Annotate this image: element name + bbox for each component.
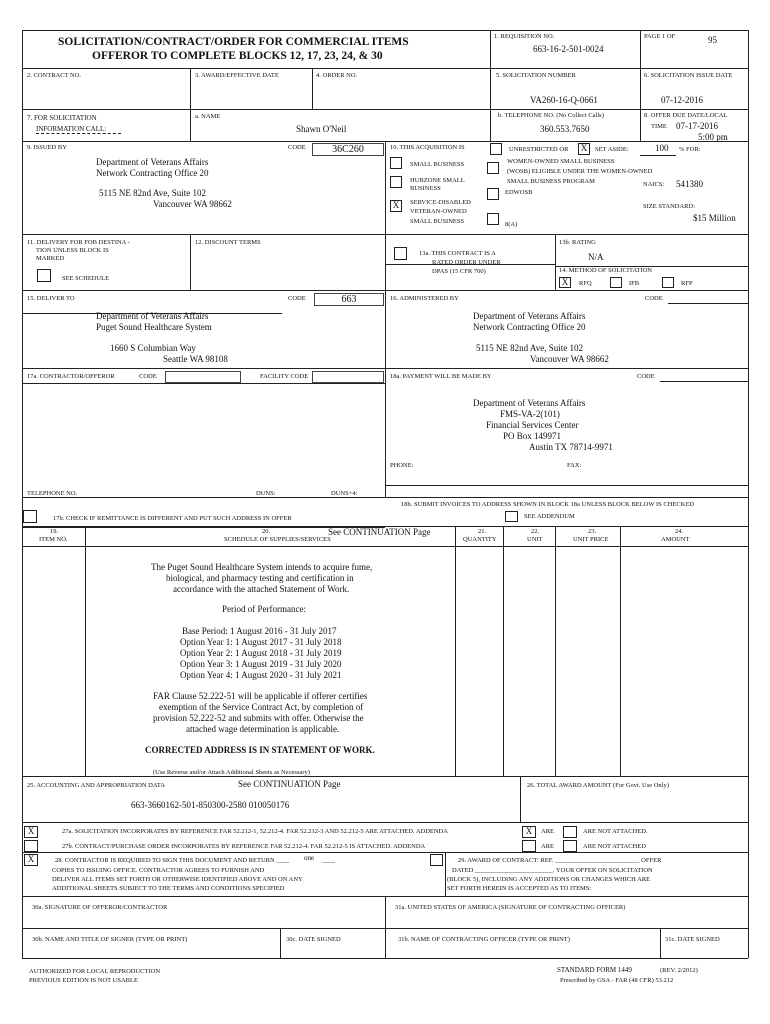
deliver-to-line-2: Puget Sound Healthcare System <box>96 322 212 332</box>
set-aside-percent[interactable]: 100 <box>655 143 669 153</box>
clause-29-line-3: (BLOCK 5), INCLUDING ANY ADDITIONS OR CHANGES WHICH ARE <box>447 876 651 883</box>
set-aside-checkbox[interactable]: X <box>578 143 590 155</box>
deliver-to-address-1: 1660 S Columbian Way <box>110 343 196 353</box>
reverse-note: (Use Reverse and/or Attach Additional Sheets as Necessary) <box>153 769 310 776</box>
see-addendum-checkbox[interactable] <box>505 511 518 522</box>
facility-code-label: FACILITY CODE <box>260 373 309 380</box>
unit-price-header: UNIT PRICE <box>573 536 609 543</box>
are-not-label-2: ARE NOT ATTACHED <box>583 843 646 850</box>
payment-label: 18a. PAYMENT WILL BE MADE BY <box>390 373 492 380</box>
rated-order-checkbox[interactable] <box>394 247 407 260</box>
period-base: Base Period: 1 August 2016 - 31 July 2017 <box>182 626 337 636</box>
time-label: TIME <box>651 123 667 130</box>
issue-date-value[interactable]: 07-12-2016 <box>661 95 703 105</box>
hubzone-checkbox[interactable] <box>390 176 402 188</box>
payment-code-label: CODE <box>637 373 655 380</box>
solicitation-info-label: 7. FOR SOLICITATION <box>27 114 97 122</box>
clause-28-line-4: ADDITIONAL SHEETS SUBJECT TO THE TERMS AND CONDITIONS SPECIFIED <box>52 885 285 892</box>
page-total: 95 <box>708 35 717 45</box>
payment-phone-label: PHONE: <box>390 462 414 469</box>
rating-value[interactable]: N/A <box>588 252 604 262</box>
issued-by-code-label: CODE <box>288 144 306 151</box>
remittance-label: 17b. CHECK IF REMITTANCE IS DIFFERENT AND PUT SUCH ADDRESS IN OFFER <box>53 515 292 522</box>
set-aside-label: SET ASIDE: <box>595 146 629 153</box>
wosb-label-1: WOMEN-OWNED SMALL BUSINESS <box>507 158 615 165</box>
amount-header-num: 24. <box>675 528 684 535</box>
officer-date-label: 31c. DATE SIGNED <box>665 936 720 943</box>
are-not-attached-checkbox-2[interactable] <box>563 840 577 852</box>
clause-27b-text: 27b. CONTRACT/PURCHASE ORDER INCORPORATES BY REFERENCE FAR 52.212-4. FAR 52.212-5 IS ATTACHED. ADDENDA <box>62 843 426 850</box>
sdvosb-label-1: SERVICE-DISABLED <box>410 199 471 206</box>
telephone-value[interactable]: 360.553.7650 <box>540 124 590 134</box>
administered-by-address-1: 5115 NE 82nd Ave, Suite 102 <box>476 343 583 353</box>
clause-28-checkbox[interactable]: X <box>24 854 38 866</box>
description-line-3: accordance with the attached Statement of Work. <box>173 584 350 594</box>
description-line-2: biological, and pharmacy testing and certification in <box>166 573 354 583</box>
clause-27a-text: 27a. SOLICITATION INCORPORATES BY REFERENCE FAR 52.212-1, 52.212-4. FAR 52.212-3 AND 52.212-5 ARE ATTACHED. ADDENDA <box>62 828 448 835</box>
deliver-to-label: 15. DELIVER TO <box>27 295 75 302</box>
contractor-code-label: CODE <box>139 373 157 380</box>
eight-a-checkbox[interactable] <box>487 213 499 225</box>
clause-29-line-4: SET FORTH HEREIN IS ACCEPTED AS TO ITEMS: <box>447 885 592 892</box>
deliver-to-line-1: Department of Veterans Affairs <box>96 311 209 321</box>
unit-header-num: 22. <box>531 528 540 535</box>
sdvosb-label-2: VETERAN-OWNED <box>410 208 467 215</box>
quantity-header-num: 21. <box>478 528 487 535</box>
form-subtitle: OFFEROR TO COMPLETE BLOCKS 12, 17, 23, 24, & 30 <box>92 50 383 62</box>
sdvosb-checkbox[interactable]: X <box>390 200 402 212</box>
clause-29-line-1: 29. AWARD OF CONTRACT: REF. __________________________ OFFER <box>458 857 662 864</box>
period-option-1: Option Year 1: 1 August 2017 - 31 July 2018 <box>180 637 342 647</box>
issue-date-label: 6. SOLICITATION ISSUE DATE <box>644 72 733 79</box>
rfp-label: RFP <box>681 280 693 287</box>
wosb-checkbox[interactable] <box>487 162 499 174</box>
rfp-checkbox[interactable] <box>662 277 674 288</box>
remittance-checkbox[interactable] <box>23 510 37 523</box>
hubzone-label-1: HUBZONE SMALL <box>410 177 465 184</box>
are-attached-checkbox[interactable]: X <box>522 826 536 838</box>
accounting-continuation: See CONTINUATION Page <box>238 779 341 789</box>
period-option-3: Option Year 3: 1 August 2019 - 31 July 2020 <box>180 659 342 669</box>
unrestricted-label: UNRESTRICTED OR <box>509 146 569 153</box>
acquisition-label: 10. THIS ACQUISITION IS <box>390 144 465 151</box>
small-business-checkbox[interactable] <box>390 157 402 169</box>
payment-line-2: FMS-VA-2(101) <box>500 409 560 419</box>
small-business-label: SMALL BUSINESS <box>410 161 465 168</box>
offeror-date-label: 30c. DATE SIGNED <box>286 936 341 943</box>
naics-label: NAICS: <box>643 181 665 188</box>
officer-signature-label: 31a. UNITED STATES OF AMERICA (SIGNATURE OF CONTRACTING OFFICER) <box>395 904 626 911</box>
total-award-label: 26. TOTAL AWARD AMOUNT (For Govt. Use Only) <box>527 782 669 789</box>
rated-order-label-2: RATED ORDER UNDER <box>432 259 501 266</box>
telephone-label: b. TELEPHONE NO. (No Collect Calls) <box>498 112 604 119</box>
name-label: a. NAME <box>195 113 221 120</box>
accounting-label: 25. ACCOUNTING AND APPROPRIATION DATA <box>27 782 165 789</box>
supplies-header: SCHEDULE OF SUPPLIES/SERVICES <box>224 536 331 543</box>
clause-29-checkbox[interactable] <box>430 854 443 866</box>
payment-city: Austin TX 78714-9971 <box>529 442 613 452</box>
see-addendum-label: SEE ADDENDUM <box>524 513 575 520</box>
offer-due-time[interactable]: 5:00 pm <box>698 132 728 142</box>
rating-label: 13b. RATING <box>559 239 596 246</box>
form-title: SOLICITATION/CONTRACT/ORDER FOR COMMERCIAL ITEMS <box>58 36 409 48</box>
clause-28-line-1b: ____ <box>322 857 335 864</box>
size-standard-label: SIZE STANDARD: <box>643 203 696 210</box>
wosb-label-2: (WOSB) ELIGIBLE UNDER THE WOMEN-OWNED <box>507 168 653 175</box>
solicitation-number-label: 5. SOLICITATION NUMBER <box>496 72 576 79</box>
page-label: PAGE 1 OF <box>644 33 676 40</box>
facility-code[interactable] <box>312 371 384 383</box>
delivery-label-1: 11. DELIVERY FOR FOB DESTINA - <box>27 239 130 246</box>
contractor-label: 17a. CONTRACTOR/OFFEROR <box>27 373 115 380</box>
footer-prescribed: Prescribed by GSA - FAR (48 CFR) 53.212 <box>560 977 674 984</box>
solicitation-info-label-2: INFORMATION CALL: <box>36 125 107 133</box>
delivery-label-3: MARKED <box>36 255 65 262</box>
ifb-checkbox[interactable] <box>610 277 622 288</box>
item-no-header: ITEM NO. <box>39 536 68 543</box>
rated-order-label-1: 13a. THIS CONTRACT IS A <box>419 250 496 257</box>
are-not-label: ARE NOT ATTACHED. <box>583 828 648 835</box>
contractor-code[interactable] <box>165 371 241 383</box>
issued-by-label: 9. ISSUED BY <box>27 144 67 151</box>
hubzone-label-2: BUSINESS <box>410 185 441 192</box>
description-line-1: The Puget Sound Healthcare System intends to acquire fume, <box>151 562 373 572</box>
clause-28-line-2: COPIES TO ISSUING OFFICE. CONTRACTOR AGREES TO FURNISH AND <box>52 867 265 874</box>
clause-27b-checkbox[interactable] <box>24 840 38 852</box>
contract-no-label: 2. CONTRACT NO. <box>27 72 82 79</box>
deliver-to-code-label: CODE <box>288 295 306 302</box>
period-title: Period of Performance: <box>222 604 306 614</box>
clause-28-line-3: DELIVER ALL ITEMS SET FORTH OR OTHERWISE IDENTIFIED ABOVE AND ON ANY <box>52 876 303 883</box>
amount-header: AMOUNT <box>661 536 690 543</box>
deliver-to-code[interactable]: 663 <box>314 293 384 306</box>
offeror-signature-label: 30a. SIGNATURE OF OFFEROR/CONTRACTOR <box>32 904 168 911</box>
see-schedule-checkbox[interactable] <box>37 269 51 282</box>
accounting-value[interactable]: 663-3660162-501-850300-2580 010050176 <box>131 800 290 810</box>
payment-line-1: Department of Veterans Affairs <box>473 398 586 408</box>
quantity-header: QUANTITY <box>463 536 497 543</box>
administered-by-line-1: Department of Veterans Affairs <box>473 311 586 321</box>
wosb-label-3: SMALL BUSINESS PROGRAM <box>507 178 595 185</box>
eight-a-label: 8(A) <box>505 221 518 228</box>
payment-fax-label: FAX: <box>567 462 582 469</box>
unrestricted-checkbox[interactable] <box>490 143 502 155</box>
percent-for-label: % FOR: <box>679 146 701 153</box>
requisition-value[interactable]: 663-16-2-501-0024 <box>533 44 604 54</box>
edwosb-label: EDWOSB <box>505 189 533 196</box>
footer-revision: (REV. 2/2012) <box>660 967 698 974</box>
are-attached-checkbox-2[interactable] <box>522 840 536 852</box>
officer-name-label: 31b. NAME OF CONTRACTING OFFICER (TYPE OR PRINT) <box>398 936 570 943</box>
naics-value[interactable]: 541380 <box>676 179 703 189</box>
offer-due-label: 8. OFFER DUE DATE/LOCAL <box>644 112 728 119</box>
far-line-2: exemption of the Service Contract Act, by completion of <box>159 702 364 712</box>
schedule-continuation: See CONTINUATION Page <box>328 527 431 537</box>
discount-terms-label: 12. DISCOUNT TERMS <box>195 239 261 246</box>
rated-order-label-3: DPAS (15 CFR 700) <box>432 268 486 275</box>
far-line-1: FAR Clause 52.222-51 will be applicable if offerer certifies <box>153 691 368 701</box>
issued-by-line-1: Department of Veterans Affairs <box>96 157 209 167</box>
order-no-label: 4. ORDER NO. <box>316 72 358 79</box>
award-date-label: 3. AWARD/EFFECTIVE DATE <box>195 72 279 79</box>
contractor-telephone-label: TELEPHONE NO. <box>27 490 78 497</box>
footer-authorized: AUTHORIZED FOR LOCAL REPRODUCTION <box>29 968 161 975</box>
clause-28-copies[interactable]: one <box>304 854 315 862</box>
deliver-to-address-2: Seattle WA 98108 <box>163 354 228 364</box>
see-schedule-label: SEE SCHEDULE <box>62 275 110 282</box>
footer-previous: PREVIOUS EDITION IS NOT USABLE <box>29 977 138 984</box>
are-not-attached-checkbox[interactable] <box>563 826 577 838</box>
payment-line-4: PO Box 149971 <box>503 431 562 441</box>
supplies-header-num: 20. <box>262 528 271 535</box>
issued-by-address-1: 5115 NE 82nd Ave, Suite 102 <box>99 188 206 198</box>
delivery-label-2: TION UNLESS BLOCK IS <box>36 247 109 254</box>
signer-name-label: 30b. NAME AND TITLE OF SIGNER (TYPE OR PRINT) <box>32 936 188 943</box>
issued-by-address-2: Vancouver WA 98662 <box>153 199 232 209</box>
clause-29-line-2: DATED ________________________. YOUR OFFER ON SOLICITATION <box>452 867 653 874</box>
item-no-header-num: 19. <box>50 528 59 535</box>
far-line-3: provision 52.222-52 and submits with offer. Otherwise the <box>153 713 364 723</box>
unit-price-header-num: 23. <box>588 528 597 535</box>
issued-by-code[interactable]: 36C260 <box>312 143 384 156</box>
requisition-label: 1. REQUISITION NO. <box>494 33 555 40</box>
administered-by-line-2: Network Contracting Office 20 <box>473 322 586 332</box>
duns4-label: DUNS+4: <box>331 490 358 497</box>
clause-28-line-1: 28. CONTRACTOR IS REQUIRED TO SIGN THIS DOCUMENT AND RETURN ____ <box>55 857 290 864</box>
submit-invoices-label: 18b. SUBMIT INVOICES TO ADDRESS SHOWN IN BLOCK 18a UNLESS BLOCK BELOW IS CHECKED <box>401 501 695 508</box>
rfq-label: RFQ <box>579 280 592 287</box>
administered-by-address-2: Vancouver WA 98662 <box>530 354 609 364</box>
are-label: ARE <box>541 828 554 835</box>
corrected-address-note: CORRECTED ADDRESS IS IN STATEMENT OF WORK. <box>145 745 375 755</box>
duns-label: DUNS: <box>256 490 276 497</box>
far-line-4: attached wage determination is applicable. <box>186 724 340 734</box>
edwosb-checkbox[interactable] <box>487 188 499 200</box>
ifb-label: IFB <box>629 280 640 287</box>
administered-by-code-label: CODE <box>645 295 663 302</box>
issued-by-line-2: Network Contracting Office 20 <box>96 168 209 178</box>
period-option-2: Option Year 2: 1 August 2018 - 31 July 2019 <box>180 648 342 658</box>
rfq-checkbox[interactable]: X <box>559 277 571 288</box>
unit-header: UNIT <box>527 536 543 543</box>
method-label: 14. METHOD OF SOLICITATION <box>559 267 653 274</box>
sdvosb-label-3: SMALL BUSINESS <box>410 218 465 225</box>
footer-form-number: STANDARD FORM 1449 <box>557 966 632 974</box>
payment-line-3: Financial Services Center <box>486 420 579 430</box>
contact-name[interactable]: Shawn O'Neil <box>296 124 347 134</box>
period-option-4: Option Year 4: 1 August 2020 - 31 July 2021 <box>180 670 342 680</box>
offer-due-date[interactable]: 07-17-2016 <box>676 121 718 131</box>
size-standard-value[interactable]: $15 Million <box>693 213 736 223</box>
are-label-2: ARE <box>541 843 554 850</box>
clause-27a-checkbox[interactable]: X <box>24 826 38 838</box>
administered-by-label: 16. ADMINISTERED BY <box>390 295 459 302</box>
solicitation-number-value[interactable]: VA260-16-Q-0661 <box>530 95 598 105</box>
